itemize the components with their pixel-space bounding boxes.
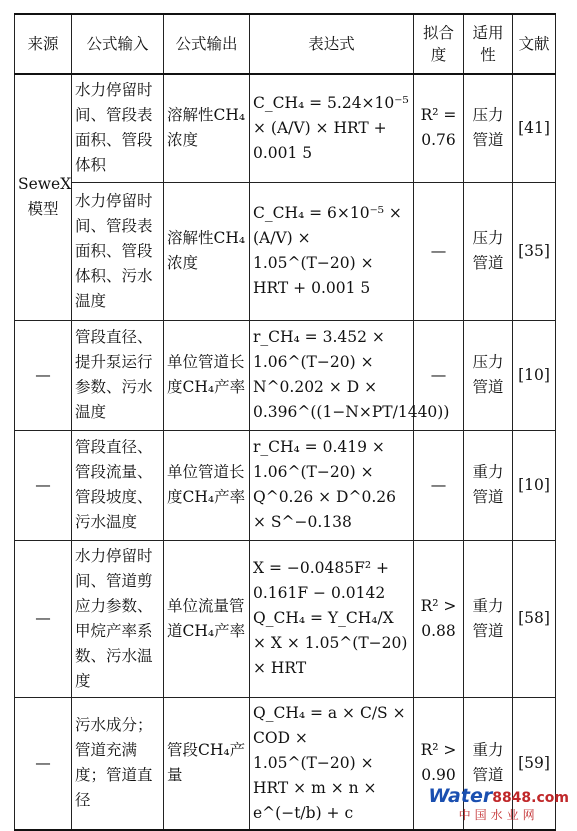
header-expression: 表达式 xyxy=(250,14,414,74)
input-cell: 水力停留时间、管段表面积、管段体积 xyxy=(72,74,164,182)
fit-cell: R² = 0.76 xyxy=(414,74,464,182)
output-cell: 溶解性CH₄浓度 xyxy=(164,182,250,320)
input-cell: 管段直径、提升泵运行参数、污水温度 xyxy=(72,320,164,430)
ref-cell: [41] xyxy=(513,74,556,182)
formula-table xyxy=(14,13,556,831)
fit-cell: — xyxy=(414,320,464,430)
output-cell: 管段CH₄产量 xyxy=(164,697,250,830)
ref-cell: [35] xyxy=(513,182,556,320)
fit-cell: R² > 0.88 xyxy=(414,540,464,697)
table-row xyxy=(15,540,556,697)
input-cell: 管段直径、管段流量、管段坡度、污水温度 xyxy=(72,430,164,540)
ref-cell: [58] xyxy=(513,540,556,697)
expression-cell: C_CH₄ = 6×10⁻⁵ × (A/V) × 1.05^(T−20) × HRT + 0.001 5 xyxy=(250,182,414,320)
expression-cell: r_CH₄ = 0.419 × 1.06^(T−20) × Q^0.26 × D^0.26 × S^−0.138 xyxy=(250,430,414,540)
header-input: 公式输入 xyxy=(72,14,164,74)
applicability-cell: 压力管道 xyxy=(464,74,513,182)
applicability-cell: 压力管道 xyxy=(464,182,513,320)
watermark-brand xyxy=(428,786,569,808)
output-cell: 单位流量管道CH₄产率 xyxy=(164,540,250,697)
watermark-sub: 中国水业网 xyxy=(458,808,539,822)
table-row xyxy=(15,74,556,182)
input-cell: 污水成分；管道充满度；管道直径 xyxy=(72,697,164,830)
source-cell: — xyxy=(15,320,72,430)
expression-cell: r_CH₄ = 3.452 × 1.06^(T−20) × N^0.202 × D × 0.396^((1−N×PT/1440)) xyxy=(250,320,414,430)
expression-cell: X = −0.0485F² + 0.161F − 0.0142 Q_CH₄ = Y_CH₄/X × X × 1.05^(T−20) × HRT xyxy=(250,540,414,697)
output-cell: 溶解性CH₄浓度 xyxy=(164,74,250,182)
source-cell: — xyxy=(15,697,72,830)
header-ref: 文献 xyxy=(513,14,556,74)
header-output: 公式输出 xyxy=(164,14,250,74)
input-cell: 水力停留时间、管段表面积、管段体积、污水温度 xyxy=(72,182,164,320)
applicability-cell: 重力管道 xyxy=(464,540,513,697)
table-row xyxy=(15,430,556,540)
header-fit: 拟合度 xyxy=(414,14,464,74)
expression-cell: Q_CH₄ = a × C/S × COD × 1.05^(T−20) × HRT × m × n × e^(−t/b) + c xyxy=(250,697,414,830)
output-cell: 单位管道长度CH₄产率 xyxy=(164,430,250,540)
watermark-brand-suffix: .com xyxy=(531,790,569,806)
applicability-cell: 重力管道 xyxy=(464,697,513,830)
header-applicability: 适用性 xyxy=(464,14,513,74)
ref-cell: [10] xyxy=(513,430,556,540)
input-cell: 水力停留时间、管道剪应力参数、甲烷产率系数、污水温度 xyxy=(72,540,164,697)
ref-cell: [59] xyxy=(513,697,556,830)
watermark-logo xyxy=(428,786,569,822)
watermark-brand-num: 8848 xyxy=(492,790,532,806)
applicability-cell: 重力管道 xyxy=(464,430,513,540)
source-cell: — xyxy=(15,540,72,697)
header-source: 来源 xyxy=(15,14,72,74)
fit-cell: — xyxy=(414,182,464,320)
table-row xyxy=(15,182,556,320)
applicability-cell: 压力管道 xyxy=(464,320,513,430)
table-row xyxy=(15,320,556,430)
source-cell: — xyxy=(15,430,72,540)
fit-cell: — xyxy=(414,430,464,540)
source-cell: SeweX模型 xyxy=(15,74,72,320)
watermark-brand-main: Water xyxy=(428,785,493,807)
output-cell: 单位管道长度CH₄产率 xyxy=(164,320,250,430)
expression-cell: C_CH₄ = 5.24×10⁻⁵ × (A/V) × HRT + 0.001 5 xyxy=(250,74,414,182)
header-row xyxy=(15,14,556,74)
fit-cell: R² > 0.90 xyxy=(414,697,464,830)
ref-cell: [10] xyxy=(513,320,556,430)
